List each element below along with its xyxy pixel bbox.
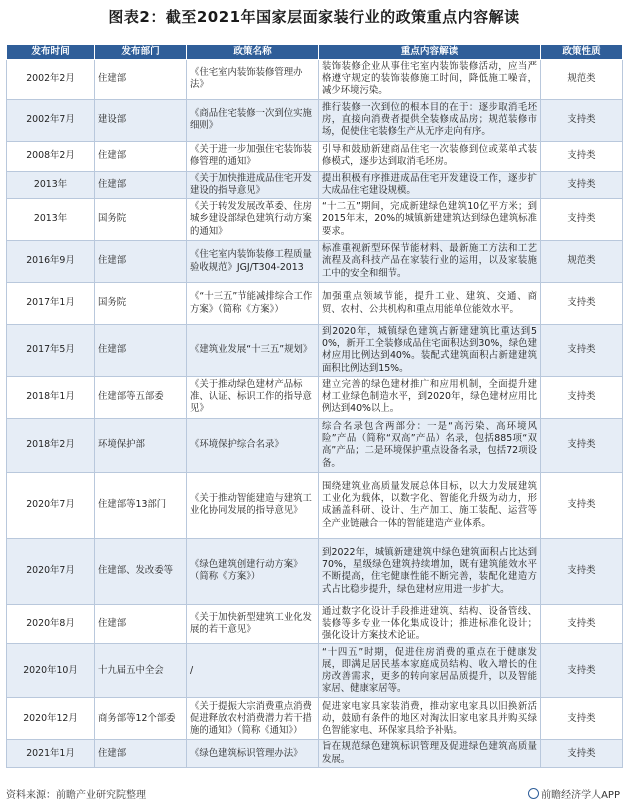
cell-content: 加强重点领域节能，提升工业、建筑、交通、商贸、农村、公共机构和重点用能单位能效水平。 bbox=[319, 283, 541, 325]
cell-type: 支持类 bbox=[541, 644, 623, 698]
cell-policy-name: 《住宅室内装饰装修管理办法》 bbox=[187, 60, 319, 100]
table-row bbox=[7, 141, 623, 171]
cell-content: 到2020年，城镇绿色建筑占新建建筑比重达到50%，新开工全装修成品住宅面积达到30%，绿色建材应用比例达到40%。装配式建筑面积占新建建筑面积比例达到15%。 bbox=[319, 325, 541, 377]
cell-time: 2020年8月 bbox=[7, 604, 95, 644]
cell-dept: 环境保护部 bbox=[95, 418, 187, 472]
brand-mark bbox=[528, 786, 620, 801]
table-row bbox=[7, 99, 623, 141]
cell-dept: 住建部 bbox=[95, 171, 187, 198]
page-title: 图表2：截至2021年国家层面家装行业的政策重点内容解读 bbox=[108, 8, 520, 26]
cell-content: 引导和鼓励新建商品住宅一次装修到位或菜单式装修模式，逐步达到取消毛坯房。 bbox=[319, 141, 541, 171]
cell-policy-name: 《关于推动绿色建材产品标准、认证、标识工作的指导意见》 bbox=[187, 376, 319, 418]
cell-type: 支持类 bbox=[541, 698, 623, 740]
table-row bbox=[7, 644, 623, 698]
table-row bbox=[7, 283, 623, 325]
cell-content: 装饰装修企业从事住宅室内装饰装修活动，应当严格遵守规定的装饰装修施工时间，降低施工噪音，减少环境污染。 bbox=[319, 60, 541, 100]
cell-time: 2013年 bbox=[7, 199, 95, 241]
cell-type: 支持类 bbox=[541, 141, 623, 171]
cell-time: 2018年2月 bbox=[7, 418, 95, 472]
cell-time: 2013年 bbox=[7, 171, 95, 198]
cell-content: “十二五”期间，完成新建绿色建筑10亿平方米；到2015年末，20%的城镇新建建筑达到绿色建筑标准要求。 bbox=[319, 199, 541, 241]
cell-policy-name: 《关于转发发展改革委、住房城乡建设部绿色建筑行动方案的通知》 bbox=[187, 199, 319, 241]
cell-time: 2017年1月 bbox=[7, 283, 95, 325]
header-dept: 发布部门 bbox=[95, 45, 187, 60]
cell-dept: 住建部 bbox=[95, 141, 187, 171]
cell-time: 2020年12月 bbox=[7, 698, 95, 740]
cell-content: 通过数字化设计手段推进建筑、结构、设备管线、装修等多专业一体化集成设计；推进标准化设计；强化设计方案技术论证。 bbox=[319, 604, 541, 644]
policy-table bbox=[6, 44, 623, 768]
cell-time: 2016年9月 bbox=[7, 241, 95, 283]
cell-dept: 住建部等13部门 bbox=[95, 472, 187, 538]
cell-dept: 国务院 bbox=[95, 199, 187, 241]
cell-time: 2018年1月 bbox=[7, 376, 95, 418]
header-content: 重点内容解读 bbox=[319, 45, 541, 60]
header-name: 政策名称 bbox=[187, 45, 319, 60]
brand-label: 前瞻经济学人APP bbox=[541, 790, 620, 801]
cell-policy-name: 《关于加快新型建筑工业化发展的若干意见》 bbox=[187, 604, 319, 644]
header-type: 政策性质 bbox=[541, 45, 623, 60]
table-header-row bbox=[7, 45, 623, 60]
cell-time: 2020年7月 bbox=[7, 472, 95, 538]
cell-type: 支持类 bbox=[541, 99, 623, 141]
cell-content: 到2022年，城镇新建建筑中绿色建筑面积占比达到70%，星级绿色建筑持续增加，既有建筑能效水平不断提高，住宅健康性能不断完善，装配化建造方式占比稳步提升，绿色建材应用进一步扩大。 bbox=[319, 538, 541, 604]
cell-dept: 住建部 bbox=[95, 241, 187, 283]
table-row bbox=[7, 376, 623, 418]
cell-policy-name: 《商品住宅装修一次到位实施细则》 bbox=[187, 99, 319, 141]
cell-dept: 住建部 bbox=[95, 604, 187, 644]
table-row bbox=[7, 698, 623, 740]
table-row bbox=[7, 325, 623, 377]
cell-policy-name: 《关于推动智能建造与建筑工业化协同发展的指导意见》 bbox=[187, 472, 319, 538]
cell-policy-name: / bbox=[187, 644, 319, 698]
cell-time: 2021年1月 bbox=[7, 740, 95, 767]
cell-type: 支持类 bbox=[541, 740, 623, 767]
cell-content: 标准重视新型环保节能材料、最新施工方法和工艺流程及高科技产品在家装行业的运用，以及家装施工中的安全和细节。 bbox=[319, 241, 541, 283]
cell-policy-name: 《住宅室内装饰装修工程质量验收规范》JGJ/T304-2013 bbox=[187, 241, 319, 283]
cell-content: 围绕建筑业高质量发展总体目标，以大力发展建筑工业化为载体，以数字化、智能化升级为动力，形成涵盖科研、设计、生产加工、施工装配、运营等全产业链融合一体的智能建造产业体系。 bbox=[319, 472, 541, 538]
cell-type: 支持类 bbox=[541, 325, 623, 377]
cell-content: 建立完善的绿色建材推广和应用机制，全面提升建材工业绿色制造水平，到2020年，绿色建材应用比例达到40%以上。 bbox=[319, 376, 541, 418]
cell-policy-name: 《“十三五”节能减排综合工作方案》（简称《方案》） bbox=[187, 283, 319, 325]
cell-content: 综合名录包含两部分：一是“高污染、高环境风险”产品（简称“双高”产品）名录，包括885项“双高”产品；二是环境保护重点设备名录，包括72项设备。 bbox=[319, 418, 541, 472]
cell-dept: 住建部 bbox=[95, 325, 187, 377]
cell-dept: 住建部 bbox=[95, 60, 187, 100]
brand-logo-icon bbox=[528, 788, 539, 799]
cell-content: 提出积极有序推进成品住宅开发建设工作，逐步扩大成品住宅建设规模。 bbox=[319, 171, 541, 198]
cell-time: 2008年2月 bbox=[7, 141, 95, 171]
cell-policy-name: 《环境保护综合名录》 bbox=[187, 418, 319, 472]
cell-dept: 建设部 bbox=[95, 99, 187, 141]
table-row bbox=[7, 472, 623, 538]
cell-time: 2002年2月 bbox=[7, 60, 95, 100]
table-row bbox=[7, 418, 623, 472]
table-row bbox=[7, 199, 623, 241]
cell-dept: 住建部 bbox=[95, 740, 187, 767]
cell-type: 支持类 bbox=[541, 376, 623, 418]
header-time: 发布时间 bbox=[7, 45, 95, 60]
cell-type: 支持类 bbox=[541, 171, 623, 198]
cell-dept: 商务部等12个部委 bbox=[95, 698, 187, 740]
cell-time: 2017年5月 bbox=[7, 325, 95, 377]
cell-type: 支持类 bbox=[541, 472, 623, 538]
cell-content: 旨在规范绿色建筑标识管理及促进绿色建筑高质量发展。 bbox=[319, 740, 541, 767]
cell-time: 2002年7月 bbox=[7, 99, 95, 141]
cell-type: 支持类 bbox=[541, 283, 623, 325]
table-row bbox=[7, 241, 623, 283]
table-row bbox=[7, 538, 623, 604]
cell-policy-name: 《建筑业发展“十三五”规划》 bbox=[187, 325, 319, 377]
cell-type: 规范类 bbox=[541, 60, 623, 100]
cell-dept: 住建部等五部委 bbox=[95, 376, 187, 418]
cell-policy-name: 《绿色建筑创建行动方案》（简称《方案》） bbox=[187, 538, 319, 604]
cell-dept: 十九届五中全会 bbox=[95, 644, 187, 698]
table-row bbox=[7, 171, 623, 198]
cell-policy-name: 《关于进一步加强住宅装饰装修管理的通知》 bbox=[187, 141, 319, 171]
table-row bbox=[7, 604, 623, 644]
cell-time: 2020年10月 bbox=[7, 644, 95, 698]
cell-type: 支持类 bbox=[541, 604, 623, 644]
cell-policy-name: 《关于加快推进成品住宅开发建设的指导意见》 bbox=[187, 171, 319, 198]
cell-content: 促进家电家具家装消费，推动家电家具以旧换新活动，鼓励有条件的地区对淘汰旧家电家具并购买绿色智能家电、环保家具给予补贴。 bbox=[319, 698, 541, 740]
cell-policy-name: 《关于提振大宗消费重点消费促进释放农村消费潜力若干措施的通知》（简称《通知》） bbox=[187, 698, 319, 740]
cell-dept: 国务院 bbox=[95, 283, 187, 325]
cell-type: 规范类 bbox=[541, 241, 623, 283]
cell-type: 支持类 bbox=[541, 199, 623, 241]
cell-content: “十四五”时期，促进住房消费的重点在于健康发展，即满足居民基本家庭成员结构、收入增长的住房改善需求，更多的转向家居品质提升，以及智能家居、健康家居等。 bbox=[319, 644, 541, 698]
cell-policy-name: 《绿色建筑标识管理办法》 bbox=[187, 740, 319, 767]
table-row bbox=[7, 740, 623, 767]
source-note: 资料来源：前瞻产业研究院整理 bbox=[6, 790, 146, 801]
table-row bbox=[7, 60, 623, 100]
cell-time: 2020年7月 bbox=[7, 538, 95, 604]
cell-dept: 住建部、发改委等 bbox=[95, 538, 187, 604]
cell-content: 推行装修一次到位的根本目的在于：逐步取消毛坯房，直接向消费者提供全装修成品房；规范装修市场，促使住宅装修生产从无序走向有序。 bbox=[319, 99, 541, 141]
cell-type: 支持类 bbox=[541, 418, 623, 472]
cell-type: 支持类 bbox=[541, 538, 623, 604]
